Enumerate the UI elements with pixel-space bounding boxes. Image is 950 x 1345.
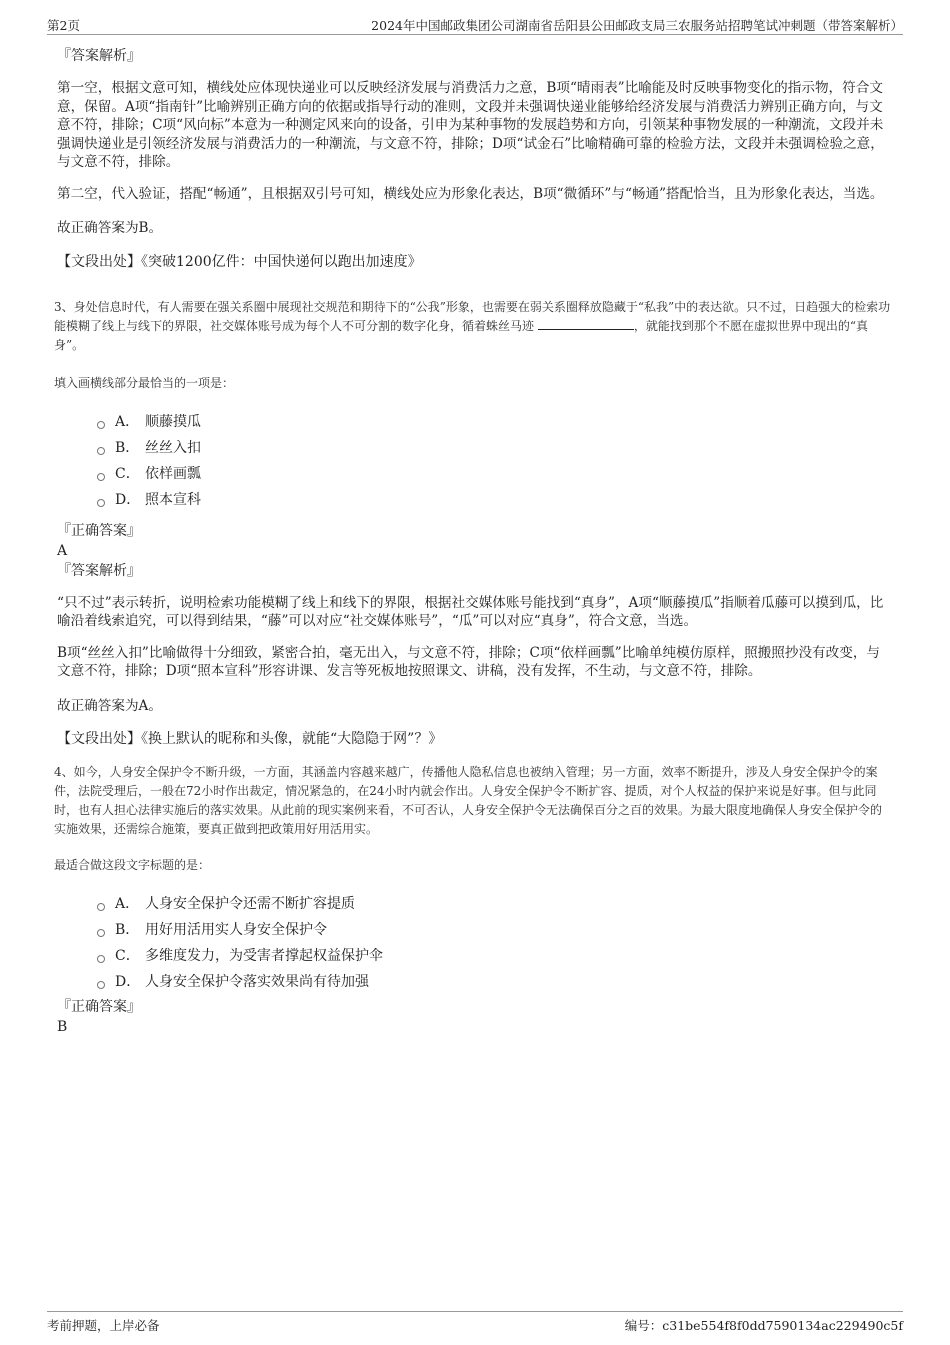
q3-blank bbox=[538, 317, 634, 330]
page-footer bbox=[47, 1311, 903, 1336]
q2-analysis-label: 『答案解析』 bbox=[57, 48, 141, 64]
document-title: 2024年中国邮政集团公司湖南省岳阳县公田邮政支局三农服务站招聘笔试冲刺题（带答案解析） bbox=[371, 18, 903, 33]
radio-icon[interactable] bbox=[97, 955, 105, 963]
q4-option-d[interactable]: D． 人身安全保护令落实效果尚有待加强 bbox=[97, 969, 893, 995]
radio-icon[interactable] bbox=[97, 903, 105, 911]
q3-correct-label: 『正确答案』 bbox=[57, 522, 141, 539]
q2-analysis-para-2: 第二空，代入验证，搭配“畅通”，且根据双引号可知，横线处应为形象化表达，B项“微循环”与“畅通”搭配恰当，且为形象化表达，当选。 bbox=[57, 185, 884, 202]
q3-analysis-para-1: “只不过”表示转折，说明检索功能模糊了线上和线下的界限，根据社交媒体账号能找到“真身”，A项“顺藤摸瓜”指顺着瓜藤可以摸到瓜，比喻沿着线索追究，可以得到结果，“藤”可以对应“社交媒体账号”，“瓜”可以对应“真身”，符合文意，当选。 bbox=[57, 594, 884, 629]
q4-correct-answer: B bbox=[57, 1019, 68, 1035]
q4-options bbox=[57, 891, 893, 995]
q3-option-d[interactable]: D． 照本宣科 bbox=[97, 487, 893, 513]
radio-icon[interactable] bbox=[97, 929, 105, 937]
q3-source: 【文段出处】《换上默认的昵称和头像，就能“大隐隐于网”？》 bbox=[57, 731, 443, 747]
radio-icon[interactable] bbox=[97, 421, 105, 429]
page-content bbox=[54, 46, 893, 1037]
q4-question-text: 4、如今，人身安全保护令不断升级，一方面，其涵盖内容越来越广，传播他人隐私信息也被纳入管理；另一方面，效率不断提升，涉及人身安全保护令的案件，法院受理后，一般在72小时作出裁定，情况紧急的，在24小时内就会作出。人身安全保护令不断扩容、提质，对个人权益的保护来说是好事。但与此同时，也有人担心法律实施后的落实效果。从此前的现实案例来看，不可否认，人身安全保护令无法确保百分之百的效果。为最大限度地确保人身安全保护令的实施效果，还需综合施策，要真正做到把政策用好用活用实。 bbox=[54, 765, 883, 836]
q3-option-b[interactable]: B． 丝丝入扣 bbox=[97, 435, 893, 461]
q4-option-a[interactable]: A． 人身安全保护令还需不断扩容提质 bbox=[97, 891, 893, 917]
q3-analysis-para-2: B项“丝丝入扣”比喻做得十分细致，紧密合拍，毫无出入，与文意不符，排除；C项“依样画瓢”比喻单纯模仿原样，照搬照抄没有改变，与文意不符，排除；D项“照本宣科”形容讲课、发言等死板地按照课文、讲稿，没有发挥，不生动，与文意不符，排除。 bbox=[57, 644, 881, 679]
q2-conclusion: 故正确答案为B。 bbox=[57, 220, 163, 236]
q2-analysis-para-1: 第一空，根据文意可知，横线处应体现快递业可以反映经济发展与消费活力之意，B项“晴雨表”比喻能及时反映事物变化的指示物，符合文意，保留。A项“指南针”比喻辨别正确方向的依据或指导行动的准则，文段并未强调快递业能够给经济发展与消费活力辨别正确方向，与文意不符，排除；C项“风向标”本意为一种测定风来向的设备，引申为某种事物的发展趋势和方向，引领某种事物发展的一种潮流，文段并未强调快递业是引领经济发展与消费活力的一种潮流，与文意不符，排除；D项“试金石”比喻精确可靠的检验方法，文段并未强调检验之意，与文意不符，排除。 bbox=[57, 80, 884, 170]
radio-icon[interactable] bbox=[97, 981, 105, 989]
page-header bbox=[47, 14, 903, 35]
q4-option-c[interactable]: C． 多维度发力，为受害者撑起权益保护伞 bbox=[97, 943, 893, 969]
q3-analysis-label: 『答案解析』 bbox=[57, 562, 141, 579]
q3-question-text: 3、身处信息时代，有人需要在强关系圈中展现社交规范和期待下的“公我”形象，也需要在弱关系圈释放隐藏于“私我”中的表达欲。只不过，日趋强大的检索功能模糊了线上与线下的界限，社交媒体账号成为每个人不可分割的数字化身，循着蛛丝马迹 ，就能找到那个不愿在虚拟世界中现出的“真身”。 bbox=[54, 299, 891, 352]
q3-prompt: 填入画横线部分最恰当的一项是： bbox=[54, 375, 235, 390]
q4-prompt: 最适合做这段文字标题的是： bbox=[54, 858, 211, 872]
q2-source: 【文段出处】《突破1200亿件：中国快递何以跑出加速度》 bbox=[57, 253, 422, 270]
q3-correct-answer: A bbox=[57, 542, 68, 559]
radio-icon[interactable] bbox=[97, 447, 105, 455]
q3-conclusion: 故正确答案为A。 bbox=[57, 697, 162, 714]
q4-correct-label: 『正确答案』 bbox=[57, 999, 141, 1015]
radio-icon[interactable] bbox=[97, 499, 105, 507]
q4-option-b[interactable]: B． 用好用活用实人身安全保护令 bbox=[97, 917, 893, 943]
footer-slogan: 考前押题，上岸必备 bbox=[47, 1318, 160, 1333]
radio-icon[interactable] bbox=[97, 473, 105, 481]
page-number: 第2页 bbox=[47, 18, 80, 33]
q3-options bbox=[57, 409, 893, 513]
footer-code: 编号：c31be554f8f0dd7590134ac229490c5f bbox=[624, 1318, 903, 1333]
q3-option-a[interactable]: A． 顺藤摸瓜 bbox=[97, 409, 893, 435]
q3-option-c[interactable]: C． 依样画瓢 bbox=[97, 461, 893, 487]
